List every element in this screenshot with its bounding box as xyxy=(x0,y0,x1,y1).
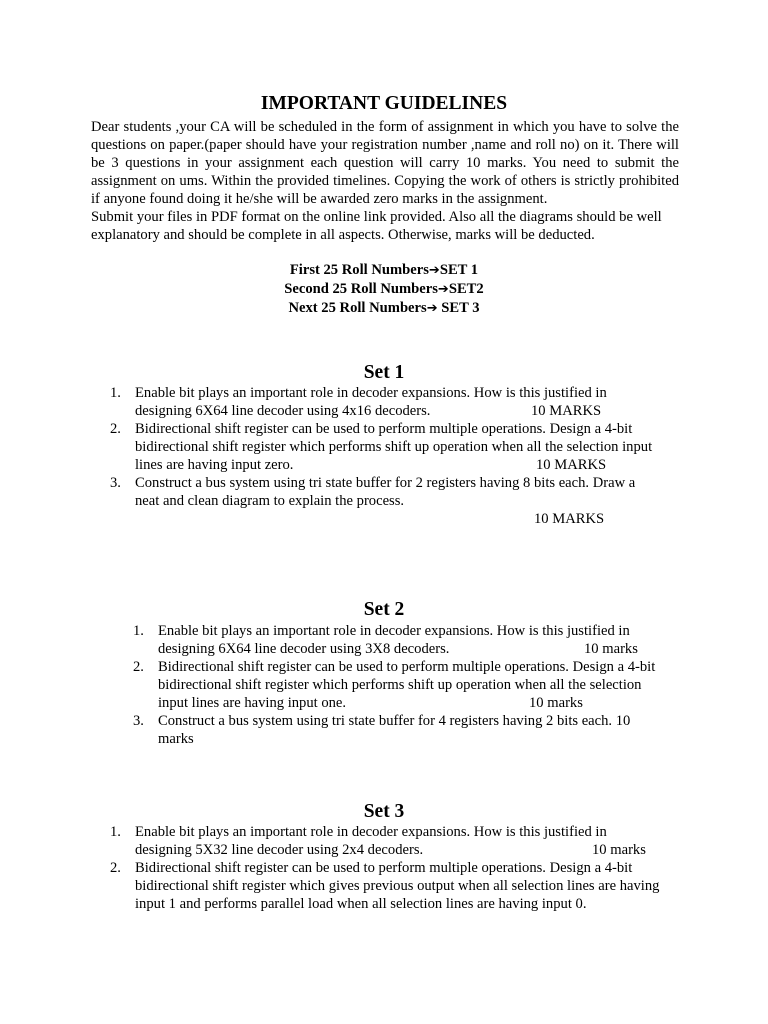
question-marks: 10 marks xyxy=(584,641,638,657)
question-text-line: marks xyxy=(158,731,194,747)
question-item xyxy=(110,823,690,859)
question-marks: 10 marks xyxy=(592,842,646,858)
question-last-line xyxy=(158,640,713,658)
right-arrow-icon: ➔ xyxy=(426,301,438,316)
page-title: IMPORTANT GUIDELINES xyxy=(260,93,508,114)
question-number: 1. xyxy=(133,623,144,639)
question-last-line xyxy=(135,510,690,528)
roll-set-label: SET 1 xyxy=(439,262,479,278)
question-item xyxy=(133,712,713,748)
roll-range-label: First 25 Roll Numbers xyxy=(289,262,429,278)
question-text-line: Enable bit plays an important role in decoder expansions. How is this justified in xyxy=(135,385,607,401)
roll-range-label: Second 25 Roll Numbers xyxy=(284,281,438,297)
question-item xyxy=(110,420,690,474)
roll-range-label: Next 25 Roll Numbers xyxy=(288,300,427,316)
right-arrow-icon: ➔ xyxy=(437,282,449,297)
question-number: 1. xyxy=(110,824,121,840)
question-item xyxy=(133,622,713,658)
question-number: 2. xyxy=(110,421,121,437)
intro-paragraph: Submit your files in PDF format on the online link provided. Also all the diagrams should be well explanatory and should be complete in all aspects. Otherwise, marks will be deducted. xyxy=(91,209,662,243)
question-item xyxy=(110,859,690,913)
question-list xyxy=(110,823,690,913)
question-last-line xyxy=(135,456,690,474)
question-text-line: Enable bit plays an important role in decoder expansions. How is this justified in xyxy=(135,824,607,840)
set-title: Set 2 xyxy=(363,599,405,620)
question-text-line: Bidirectional shift register can be used to perform multiple operations. Design a 4-bit xyxy=(135,421,633,437)
question-item xyxy=(110,384,690,420)
set-title: Set 1 xyxy=(363,362,405,383)
question-item xyxy=(110,474,690,528)
question-text-line: bidirectional shift register which performs shift up operation when all the selection xyxy=(158,677,642,693)
question-text-line: designing 6X64 line decoder using 3X8 decoders. xyxy=(158,641,450,657)
question-text-line: neat and clean diagram to explain the process. xyxy=(135,493,405,509)
question-text-line: input 1 and performs parallel load when all selection lines are having input 0. xyxy=(135,896,587,912)
question-item xyxy=(133,658,713,712)
roll-allocation-line xyxy=(0,299,768,318)
question-marks: 10 MARKS xyxy=(531,403,602,419)
question-last-line xyxy=(158,694,713,712)
roll-set-label: SET 3 xyxy=(437,300,480,316)
roll-allocation-line xyxy=(0,261,768,280)
question-list xyxy=(110,384,690,528)
question-text-line: designing 6X64 line decoder using 4x16 decoders. xyxy=(135,403,431,419)
question-marks: 10 marks xyxy=(529,695,583,711)
question-text-line: Construct a bus system using tri state buffer for 4 registers having 2 bits each. 10 xyxy=(158,713,631,729)
roll-allocation xyxy=(0,261,768,318)
question-last-line xyxy=(135,402,690,420)
question-text-line: Bidirectional shift register can be used to perform multiple operations. Design a 4-bit xyxy=(158,659,656,675)
roll-set-label: SET2 xyxy=(448,281,484,297)
question-list xyxy=(133,622,713,748)
question-text-line: Enable bit plays an important role in decoder expansions. How is this justified in xyxy=(158,623,630,639)
question-number: 2. xyxy=(133,659,144,675)
question-marks: 10 MARKS xyxy=(534,511,605,527)
question-text-line: Construct a bus system using tri state buffer for 2 registers having 8 bits each. Draw a xyxy=(135,475,636,491)
question-last-line xyxy=(135,841,690,859)
question-text-line: Bidirectional shift register can be used to perform multiple operations. Design a 4-bit xyxy=(135,860,633,876)
question-text-line: lines are having input zero. xyxy=(135,457,294,473)
question-marks: 10 MARKS xyxy=(536,457,607,473)
question-number: 1. xyxy=(110,385,121,401)
set-title: Set 3 xyxy=(363,801,405,822)
question-text-line: input lines are having input one. xyxy=(158,695,347,711)
question-number: 3. xyxy=(133,713,144,729)
question-text-line: designing 5X32 line decoder using 2x4 decoders. xyxy=(135,842,424,858)
roll-allocation-line xyxy=(0,280,768,299)
intro-section xyxy=(91,118,679,244)
question-text-line: bidirectional shift register which gives previous output when all selection lines are having xyxy=(135,878,660,894)
question-text-line: bidirectional shift register which performs shift up operation when all the selection input xyxy=(135,439,653,455)
question-number: 3. xyxy=(110,475,121,491)
question-number: 2. xyxy=(110,860,121,876)
intro-paragraph: Dear students ,your CA will be scheduled in the form of assignment in which you have to solve the questions on paper.(paper should have your registration number ,name and roll no) on it. There will be 3 questions in your assignment each question will carry 10 marks. You need to submit the assignment on ums. Within the provided timelines. Copying the work of others is strictly prohibited if anyone found doing it he/she will be awarded zero marks in the assignment. xyxy=(91,119,679,207)
right-arrow-icon: ➔ xyxy=(428,263,440,278)
